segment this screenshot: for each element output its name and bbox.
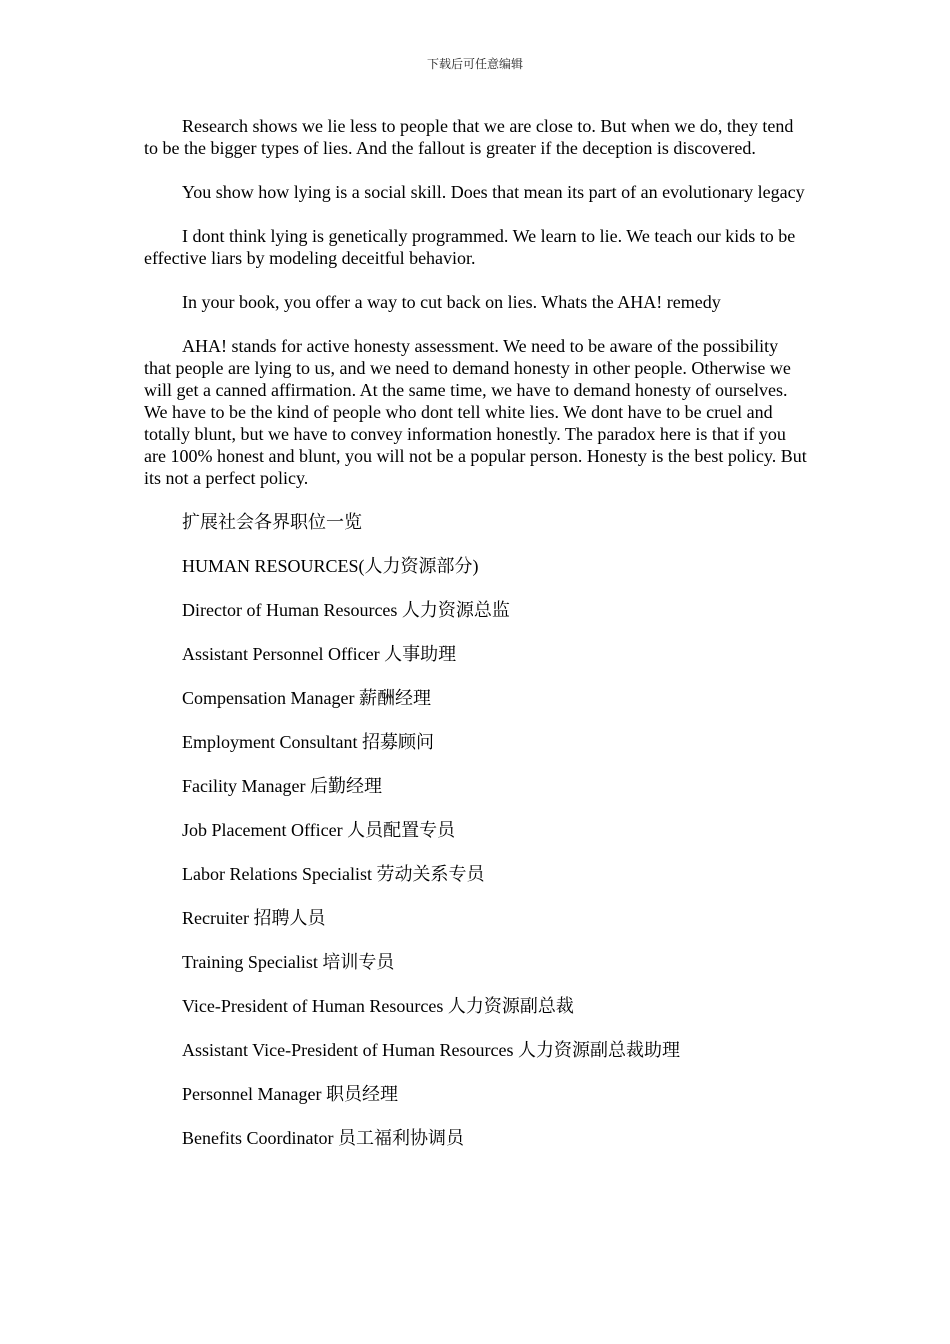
paragraph: AHA! stands for active honesty assessment. We need to be aware of the possibility that people are lying to us, and we need to demand honesty in other people. Otherwise we will get a canned affirmation. At the same time, we have to demand honesty of ourselves. We have to be the kind of people who dont tell white lies. We dont have to be cruel and totally blunt, but we have to convey information honestly. The paradox here is that if you are 100% honest and blunt, you will not be a popular person. Honesty is the best policy. But its not a perfect policy.: [144, 336, 807, 488]
job-title-item: Benefits Coordinator 员工福利协调员: [182, 1128, 464, 1148]
job-title-item: Personnel Manager 职员经理: [182, 1084, 398, 1104]
job-title-item: Recruiter 招聘人员: [182, 908, 326, 928]
job-title-item: Compensation Manager 薪酬经理: [182, 688, 431, 708]
job-title-item: Assistant Vice-President of Human Resources 人力资源副总裁助理: [182, 1040, 681, 1060]
paragraph: I dont think lying is genetically programmed. We learn to lie. We teach our kids to be effective liars by modeling deceitful behavior.: [144, 226, 796, 268]
document-body: [144, 115, 808, 1171]
job-title-item: Labor Relations Specialist 劳动关系专员: [182, 864, 485, 884]
job-title-item: Assistant Personnel Officer 人事助理: [182, 644, 457, 664]
page-header: 下载后可任意编辑: [426, 57, 523, 71]
paragraph: You show how lying is a social skill. Does that mean its part of an evolutionary legacy: [182, 182, 805, 202]
job-title-item: Vice-President of Human Resources 人力资源副总裁: [182, 996, 574, 1016]
job-title-item: Director of Human Resources 人力资源总监: [182, 600, 510, 620]
job-title-item: Training Specialist 培训专员: [182, 952, 395, 972]
job-title-item: Employment Consultant 招募顾问: [182, 732, 434, 752]
paragraph: In your book, you offer a way to cut back on lies. Whats the AHA! remedy: [182, 292, 721, 312]
job-title-item: Job Placement Officer 人员配置专员: [182, 820, 456, 840]
paragraph: Research shows we lie less to people that we are close to. But when we do, they tend to be the bigger types of lies. And the fallout is greater if the deception is discovered.: [144, 116, 794, 158]
job-section-intro: 扩展社会各界职位一览: [182, 512, 362, 532]
job-title-item: Facility Manager 后勤经理: [182, 776, 382, 796]
job-section-heading: HUMAN RESOURCES(人力资源部分): [182, 556, 479, 576]
job-title-list: [144, 599, 808, 1149]
